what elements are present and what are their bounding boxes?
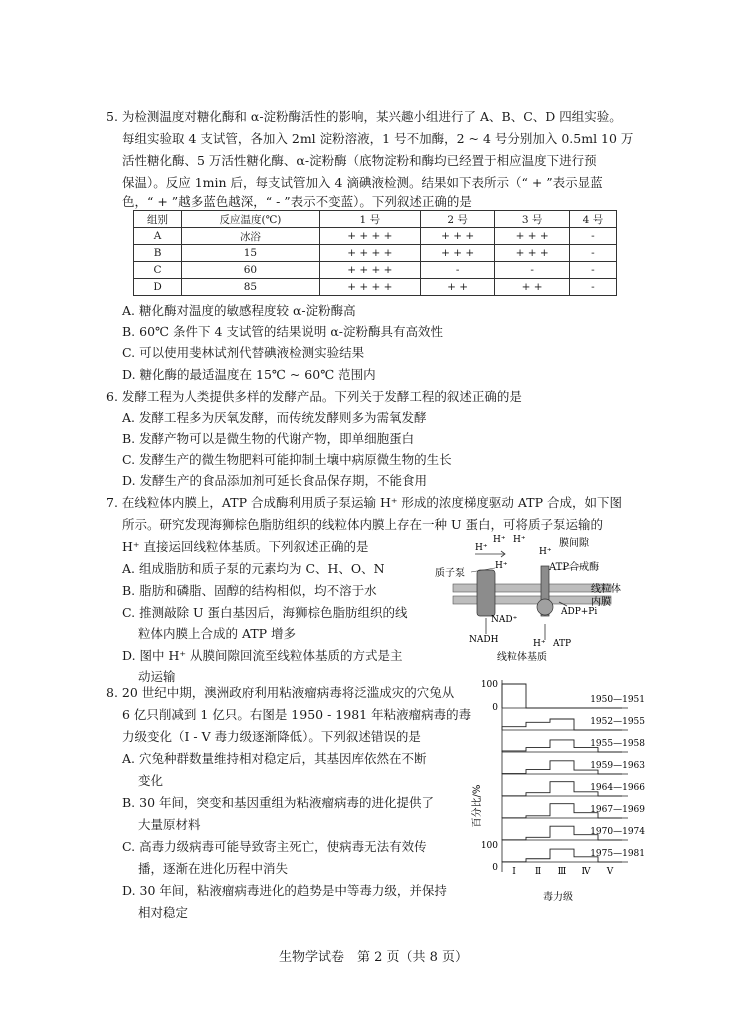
y-tick-label: 0 xyxy=(492,703,498,713)
q6-option-d: D. 发酵生产的食品添加剂可延长食品保存期，不能食用 xyxy=(122,473,428,488)
q6-stem: 6. 发酵工程为人类提供多样的发酵产品。下列关于发酵工程的叙述正确的是 xyxy=(106,389,522,404)
q7-option-c-cont: 粒体内膜上合成的 ATP 增多 xyxy=(138,626,297,641)
nadh-label: NADH xyxy=(469,635,499,645)
q7-line: H⁺ 直接运回线粒体基质。下列叙述正确的是 xyxy=(122,539,369,554)
series-label: 1975—1981 xyxy=(590,849,645,859)
proton-pump-label: 质子泵 xyxy=(435,568,465,579)
table-cell: - xyxy=(420,262,495,279)
table-header-row xyxy=(134,211,617,228)
table-cell: + + + xyxy=(420,245,495,262)
table-cell: + + + xyxy=(495,245,570,262)
y-tick-label: 100 xyxy=(480,680,498,690)
table-cell: + + + + xyxy=(319,228,420,245)
q7-option-d-cont: 动运输 xyxy=(138,669,176,684)
q8-option-a: A. 穴兔种群数量维持相对稳定后，其基因库依然在不断 xyxy=(122,751,427,766)
chart-ylabel: 百分比/% xyxy=(472,784,483,828)
q7-option-c: C. 推测敲除 U 蛋白基因后，海狮棕色脂肪组织的线 xyxy=(122,605,408,620)
q7-option-a: A. 组成脂肪和质子泵的元素均为 C、H、O、N xyxy=(122,561,385,576)
atp-label: ATP xyxy=(553,639,572,649)
experiment-table xyxy=(133,210,617,296)
q5-option-b: B. 60℃ 条件下 4 支试管的结果说明 α-淀粉酶具有高效性 xyxy=(122,324,444,339)
bar xyxy=(550,804,574,818)
table-row xyxy=(134,279,617,296)
table-cell: + + + + xyxy=(319,279,420,296)
table-cell: 60 xyxy=(182,262,320,279)
table-header: 3 号 xyxy=(495,211,570,228)
q5-line: 保温）。反应 1min 后，每支试管加入 4 滴碘液检测。结果如下表所示（“ + ”表示显蓝 xyxy=(122,175,603,190)
series-label: 1970—1974 xyxy=(590,827,645,837)
table-cell: - xyxy=(569,262,616,279)
q5-line: 色，“ + ”越多蓝色越深，“ - ”表示不变蓝）。下列叙述正确的是 xyxy=(122,194,472,209)
mitochondria-membrane-diagram xyxy=(435,532,630,662)
q6-option-a: A. 发酵工程多为厌氧发酵，而传统发酵则多为需氧发酵 xyxy=(122,410,427,425)
h-ion-label: H⁺ xyxy=(475,543,488,553)
table-cell: 85 xyxy=(182,279,320,296)
table-cell: + + + xyxy=(420,228,495,245)
bar xyxy=(550,719,574,730)
table-cell: + + xyxy=(420,279,495,296)
series-label: 1967—1969 xyxy=(590,805,645,815)
q8-option-b-cont: 大量原材料 xyxy=(138,817,201,832)
q8-line: 8. 20 世纪中期，澳洲政府利用粘液瘤病毒将泛滥成灾的穴兔从 xyxy=(106,685,455,700)
q8-option-a-cont: 变化 xyxy=(138,773,164,788)
matrix-label: 线粒体基质 xyxy=(497,652,547,662)
table-header: 反应温度(℃) xyxy=(182,211,320,228)
bar xyxy=(550,826,574,840)
series-label: 1950—1951 xyxy=(590,695,645,705)
bar xyxy=(550,740,574,752)
q7-line: 7. 在线粒体内膜上，ATP 合成酶利用质子泵运输 H⁺ 形成的浓度梯度驱动 ATP 合成，如下图 xyxy=(106,495,622,510)
h-ion-label: H⁺ xyxy=(539,547,552,557)
q5-option-d: D. 糖化酶的最适温度在 15℃ ~ 60℃ 范围内 xyxy=(122,367,376,382)
q8-line: 6 亿只削减到 1 亿只。右图是 1950 - 1981 年粘液瘤病毒的毒 xyxy=(122,707,472,722)
q8-line: 力级变化（I - V 毒力级逐渐降低）。下列叙述错误的是 xyxy=(122,729,421,744)
intermembrane-label: 膜间隙 xyxy=(559,538,589,549)
bar xyxy=(526,722,550,730)
y-tick-label: 0 xyxy=(492,863,498,873)
x-tick-label: Ⅳ xyxy=(581,867,591,877)
bar xyxy=(526,859,550,862)
nad-label: NAD⁺ xyxy=(491,615,518,625)
table-cell: - xyxy=(495,262,570,279)
q6-option-b: B. 发酵产物可以是微生物的代谢产物，即单细胞蛋白 xyxy=(122,431,415,446)
table-cell: 15 xyxy=(182,245,320,262)
table-header: 组别 xyxy=(134,211,182,228)
table-header: 2 号 xyxy=(420,211,495,228)
x-tick-label: Ⅲ xyxy=(557,867,567,877)
table-cell: - xyxy=(569,228,616,245)
q8-option-c: C. 高毒力级病毒可能导致寄主死亡，使病毒无法有效传 xyxy=(122,839,427,854)
table-cell: D xyxy=(134,279,182,296)
table-row xyxy=(134,228,617,245)
atp-synthase-label: ATP合成酶 xyxy=(549,562,600,573)
bar xyxy=(550,849,574,862)
series-label: 1955—1958 xyxy=(590,739,645,749)
table-cell: - xyxy=(569,245,616,262)
q6-option-c: C. 发酵生产的微生物肥料可能抑制土壤中病原微生物的生长 xyxy=(122,452,452,467)
q5-line: 活性糖化酶、5 万活性糖化酶、α-淀粉酶（底物淀粉和酶均已经置于相应温度下进行预 xyxy=(122,153,597,168)
q7-option-d: D. 图中 H⁺ 从膜间隙回流至线粒体基质的方式是主 xyxy=(122,648,403,663)
h-ion-label: H⁺ xyxy=(533,639,546,649)
table-cell: - xyxy=(569,279,616,296)
table-cell: B xyxy=(134,245,182,262)
y-tick-label: 100 xyxy=(480,841,498,851)
table-cell: C xyxy=(134,262,182,279)
bar xyxy=(550,761,574,774)
table-row xyxy=(134,262,617,279)
q7-line: 所示。研究发现海狮棕色脂肪组织的线粒体内膜上存在一种 U 蛋白，可将质子泵运输的 xyxy=(122,517,603,532)
h-ion-label: H⁺ xyxy=(493,535,506,545)
q5-option-a: A. 糖化酶对温度的敏感程度较 α-淀粉酶高 xyxy=(122,303,356,318)
series-label: 1959—1963 xyxy=(590,761,645,771)
chart-xlabel: 毒力级 xyxy=(543,892,573,903)
bar xyxy=(502,684,526,708)
q8-option-d-cont: 相对稳定 xyxy=(138,905,189,920)
table-cell: A xyxy=(134,228,182,245)
h-ion-label: H⁺ xyxy=(513,535,526,545)
q8-option-c-cont: 播，逐渐在进化历程中消失 xyxy=(138,861,289,876)
adp-label: ADP+Pi xyxy=(561,607,598,617)
x-tick-label: Ⅱ xyxy=(534,867,542,877)
membrane-label: 线粒体 xyxy=(591,584,621,595)
table-cell: + + xyxy=(495,279,570,296)
table-cell: + + + + xyxy=(319,262,420,279)
table-cell: 冰浴 xyxy=(182,228,320,245)
q5-line: 每组实验取 4 支试管，各加入 2ml 淀粉溶液，1 号不加酶，2 ~ 4 号分别加入 0.5ml 10 万 xyxy=(122,131,634,146)
atp-synthase-head xyxy=(537,599,553,615)
table-header: 4 号 xyxy=(569,211,616,228)
q5-option-c: C. 可以使用斐林试剂代替碘液检测实验结果 xyxy=(122,345,365,360)
series-label: 1964—1966 xyxy=(590,783,645,793)
page-footer: 生物学试卷 第 2 页（共 8 页） xyxy=(278,950,469,965)
bar xyxy=(526,793,550,796)
virulence-chart xyxy=(462,676,652,908)
table-row xyxy=(134,245,617,262)
proton-pump-shape xyxy=(477,570,495,616)
q8-option-d: D. 30 年间，粘液瘤病毒进化的趋势是中等毒力级，并保持 xyxy=(122,883,447,898)
q8-option-b: B. 30 年间，突变和基因重组为粘液瘤病毒的进化提供了 xyxy=(122,795,435,810)
table-cell: + + + + xyxy=(319,245,420,262)
bar xyxy=(550,782,574,796)
x-tick-label: Ⅴ xyxy=(606,867,614,877)
series-label: 1952—1955 xyxy=(590,717,645,727)
table-cell: + + + xyxy=(495,228,570,245)
q7-option-b: B. 脂肪和磷脂、固醇的结构相似，均不溶于水 xyxy=(122,583,377,598)
bar xyxy=(526,748,550,752)
x-tick-label: Ⅰ xyxy=(512,867,516,877)
table-header: 1 号 xyxy=(319,211,420,228)
q5-line: 5. 为检测温度对糖化酶和 α-淀粉酶活性的影响，某兴趣小组进行了 A、B、C、D 四组实验。 xyxy=(106,109,622,124)
h-ion-label: H⁺ xyxy=(495,561,508,571)
bar xyxy=(526,770,550,774)
membrane-label: 内膜 xyxy=(591,597,611,608)
bar xyxy=(502,727,526,730)
